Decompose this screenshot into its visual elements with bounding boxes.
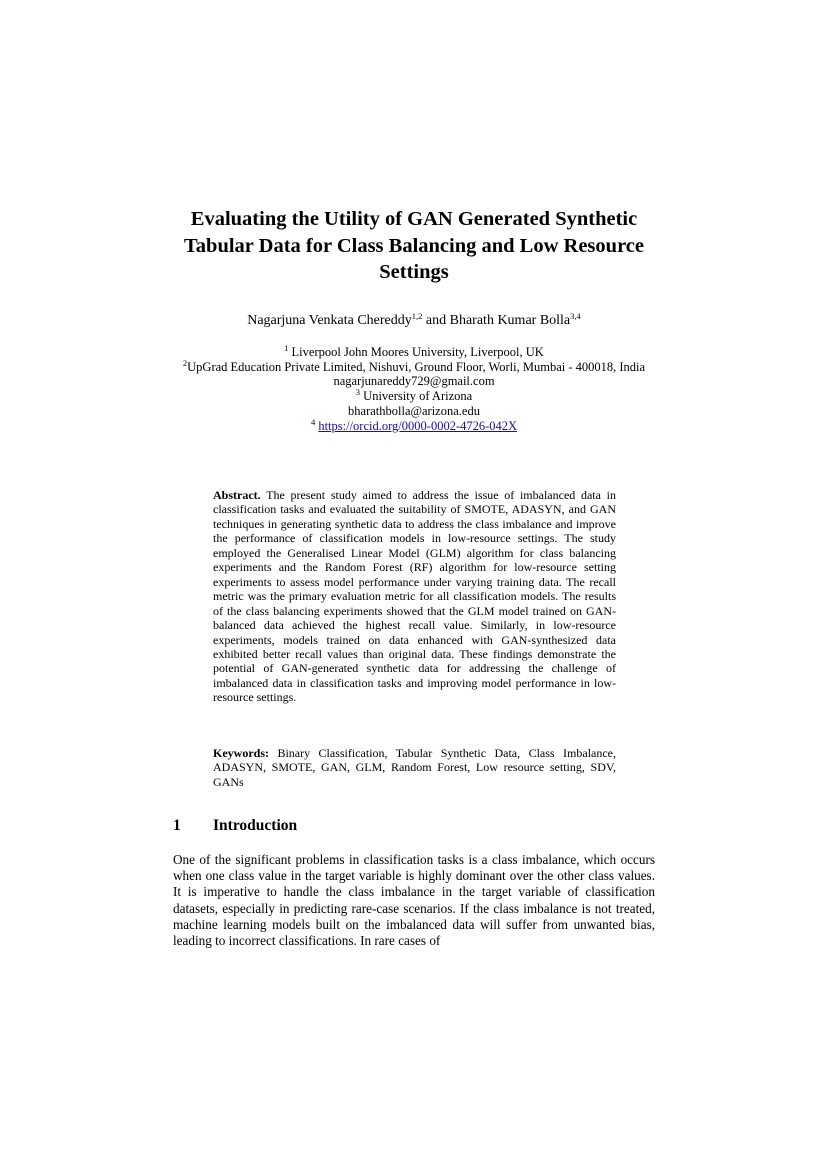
orcid-link[interactable]: https://orcid.org/0000-0002-4726-042X [318,418,518,433]
author-line [150,312,678,330]
affiliation-superscript: 2 [182,357,188,368]
keywords-text: Binary Classification, Tabular Synthetic Data, Class Imbalance, ADASYN, SMOTE, GAN, GLM, Random Forest, Low resource setting, SDV, GANs [213,746,616,789]
affiliations [150,345,678,433]
author-joiner: and [422,313,450,328]
email-line [150,404,678,419]
affiliation-line [150,389,678,404]
orcid-line [150,416,678,434]
affiliation-text: University of Arizona [360,389,473,404]
affiliation-superscript: 3 [355,387,361,398]
section-number: 1 [173,817,181,834]
section-title: Introduction [213,817,298,834]
author-superscript: 3,4 [570,311,581,321]
title-line: Settings [379,261,449,283]
section-heading [173,817,297,835]
intro-paragraph: One of the significant problems in classification tasks is a class imbalance, which occurs when one class value in the target variable is highly dominant over the other class values. It is imperative to handle the class imbalance in the target variable of classification datasets, especially in predicting rare-case scenarios. If the class imbalance is not treated, machine learning models built on the imbalanced data will suffer from unwanted bias, leading to incorrect classifications. In rare cases of [173,852,655,949]
abstract [213,488,616,705]
affiliation-text: Liverpool John Moores University, Liverpool, UK [288,345,544,359]
title-line: Tabular Data for Class Balancing and Low Resource [184,234,644,257]
title-line: Evaluating the Utility of GAN Generated Synthetic [190,208,638,230]
paper-title [150,206,678,286]
abstract-label: Abstract. [213,488,261,502]
author-name: Bharath Kumar Bolla [449,313,571,328]
affiliation-line [150,357,678,375]
email-text: bharathbolla@arizona.edu [348,403,480,418]
affiliation-text: UpGrad Education Private Limited, Nishuvi, Ground Floor, Worli, Mumbai - 400018, India [187,359,646,374]
affiliation-superscript: 4 [310,416,316,427]
email-line [150,374,678,389]
author-name: Nagarjuna Venkata Chereddy [247,313,412,328]
email-text: nagarjunareddy729@gmail.com [333,374,495,389]
keywords [213,746,616,789]
keywords-label: Keywords: [213,746,269,760]
abstract-text: The present study aimed to address the issue of imbalanced data in classification tasks and evaluated the suitability of SMOTE, ADASYN, and GAN techniques in generating synthetic data to address the class imbalance and improve the performance of classification models in low-resource settings. The study employed the Generalised Linear Model (GLM) algorithm for class balancing experiments and the Random Forest (RF) algorithm for low-resource setting experiments to assess model performance under varying training data. The recall metric was the primary evaluation metric for all classification models. The results of the class balancing experiments showed that the GLM model trained on GAN-balanced data achieved the highest recall value. Similarly, in low-resource experiments, models trained on data enhanced with GAN-synthesized data exhibited better recall values than original data. These findings demonstrate the potential of GAN-generated synthetic data for addressing the challenge of imbalanced data in classification tasks and improving model performance in low-resource settings. [213,488,616,705]
affiliation-line [150,345,678,360]
author-superscript: 1,2 [411,311,423,321]
affiliation-superscript: 1 [284,343,289,353]
